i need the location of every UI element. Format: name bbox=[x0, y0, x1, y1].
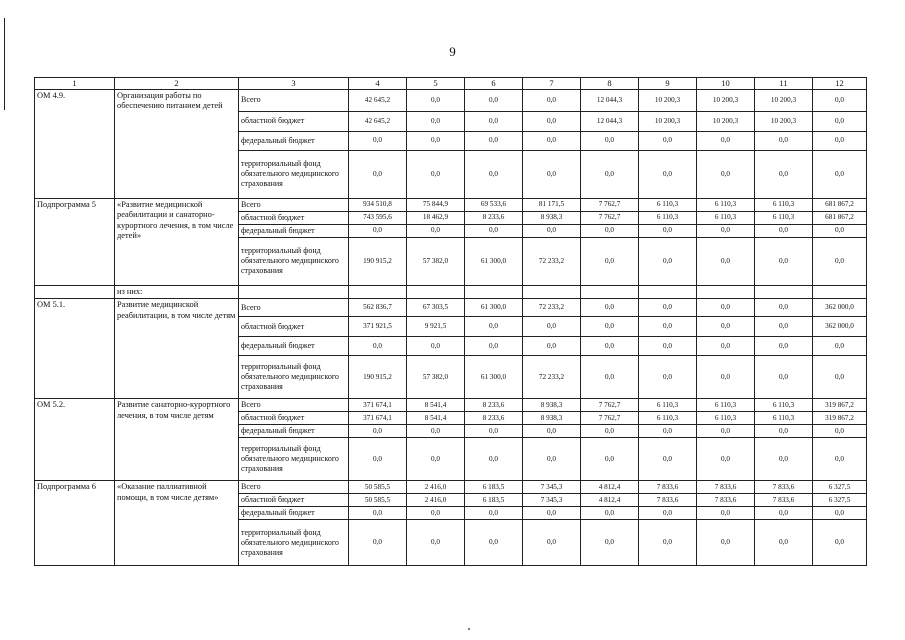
funding-source: территориальный фонд обязательного медицинского страхования bbox=[239, 356, 349, 399]
amount-cell: 0,0 bbox=[639, 520, 697, 566]
amount-cell: 319 867,2 bbox=[813, 399, 867, 412]
amount-cell: 7 762,7 bbox=[581, 399, 639, 412]
column-header: 11 bbox=[755, 78, 813, 90]
amount-cell: 0,0 bbox=[813, 131, 867, 150]
table-row bbox=[35, 198, 867, 211]
table-row bbox=[35, 299, 867, 317]
amount-cell: 0,0 bbox=[581, 299, 639, 317]
amount-cell: 0,0 bbox=[349, 337, 407, 356]
amount-cell: 0,0 bbox=[697, 224, 755, 237]
amount-cell: 0,0 bbox=[407, 131, 465, 150]
amount-cell: 0,0 bbox=[349, 224, 407, 237]
program-name: «Оказание паллиативной помощи, в том числе детям» bbox=[115, 481, 239, 566]
amount-cell: 319 867,2 bbox=[813, 412, 867, 425]
funding-source: территориальный фонд обязательного медицинского страхования bbox=[239, 520, 349, 566]
amount-cell: 50 585,5 bbox=[349, 481, 407, 494]
amount-cell: 0,0 bbox=[581, 237, 639, 285]
amount-cell: 0,0 bbox=[755, 131, 813, 150]
amount-cell: 0,0 bbox=[523, 131, 581, 150]
amount-cell: 8 233,6 bbox=[465, 412, 523, 425]
amount-cell: 0,0 bbox=[581, 131, 639, 150]
amount-cell: 0,0 bbox=[407, 520, 465, 566]
amount-cell: 0,0 bbox=[813, 150, 867, 198]
amount-cell: 61 300,0 bbox=[465, 356, 523, 399]
amount-cell: 7 833,6 bbox=[639, 494, 697, 507]
funding-source: территориальный фонд обязательного медицинского страхования bbox=[239, 237, 349, 285]
funding-source: Всего bbox=[239, 198, 349, 211]
column-header: 6 bbox=[465, 78, 523, 90]
amount-cell: 0,0 bbox=[755, 224, 813, 237]
amount-cell: 0,0 bbox=[813, 356, 867, 399]
amount-cell: 8 938,3 bbox=[523, 211, 581, 224]
amount-cell: 0,0 bbox=[465, 89, 523, 111]
funding-source: Всего bbox=[239, 481, 349, 494]
amount-cell: 7 833,6 bbox=[639, 481, 697, 494]
amount-cell: 0,0 bbox=[755, 356, 813, 399]
amount-cell: 0,0 bbox=[581, 224, 639, 237]
amount-cell: 0,0 bbox=[697, 150, 755, 198]
funding-source: областной бюджет bbox=[239, 111, 349, 131]
amount-cell: 0,0 bbox=[465, 438, 523, 481]
amount-cell: 7 762,7 bbox=[581, 198, 639, 211]
amount-cell: 0,0 bbox=[813, 337, 867, 356]
amount-cell: 0,0 bbox=[639, 131, 697, 150]
amount-cell: 7 345,3 bbox=[523, 494, 581, 507]
funding-source: федеральный бюджет bbox=[239, 507, 349, 520]
amount-cell: 371 674,1 bbox=[349, 412, 407, 425]
funding-source: Всего bbox=[239, 399, 349, 412]
amount-cell: 0,0 bbox=[697, 337, 755, 356]
amount-cell: 0,0 bbox=[465, 507, 523, 520]
funding-source: Всего bbox=[239, 89, 349, 111]
amount-cell: 10 200,3 bbox=[639, 111, 697, 131]
amount-cell: 0,0 bbox=[523, 520, 581, 566]
column-header: 12 bbox=[813, 78, 867, 90]
amount-cell: 0,0 bbox=[697, 237, 755, 285]
program-code: ОМ 4.9. bbox=[35, 89, 115, 198]
amount-cell: 6 110,3 bbox=[697, 399, 755, 412]
amount-cell: 0,0 bbox=[813, 89, 867, 111]
amount-cell: 0,0 bbox=[639, 507, 697, 520]
amount-cell: 42 645,2 bbox=[349, 111, 407, 131]
header-row bbox=[35, 78, 867, 90]
amount-cell: 0,0 bbox=[465, 425, 523, 438]
program-name: Организация работы по обеспечению питанием детей bbox=[115, 89, 239, 198]
amount-cell: 0,0 bbox=[581, 150, 639, 198]
amount-cell: 190 915,2 bbox=[349, 237, 407, 285]
amount-cell: 0,0 bbox=[697, 317, 755, 337]
amount-cell: 0,0 bbox=[523, 425, 581, 438]
amount-cell: 0,0 bbox=[755, 150, 813, 198]
amount-cell: 0,0 bbox=[407, 425, 465, 438]
amount-cell: 6 110,3 bbox=[697, 412, 755, 425]
amount-cell: 8 541,4 bbox=[407, 399, 465, 412]
amount-cell: 0,0 bbox=[349, 507, 407, 520]
amount-cell: 0,0 bbox=[523, 337, 581, 356]
amount-cell: 0,0 bbox=[349, 131, 407, 150]
amount-cell: 0,0 bbox=[523, 111, 581, 131]
amount-cell: 0,0 bbox=[349, 425, 407, 438]
amount-cell: 10 200,3 bbox=[697, 89, 755, 111]
amount-cell: 7 833,6 bbox=[697, 481, 755, 494]
program-code: Подпрограмма 5 bbox=[35, 198, 115, 285]
amount-cell: 6 110,3 bbox=[755, 412, 813, 425]
amount-cell: 50 585,5 bbox=[349, 494, 407, 507]
amount-cell: 0,0 bbox=[639, 425, 697, 438]
column-header: 4 bbox=[349, 78, 407, 90]
amount-cell: 72 233,2 bbox=[523, 237, 581, 285]
amount-cell: 0,0 bbox=[407, 438, 465, 481]
amount-cell: 7 833,6 bbox=[755, 481, 813, 494]
amount-cell: 4 812,4 bbox=[581, 494, 639, 507]
amount-cell: 0,0 bbox=[813, 438, 867, 481]
program-code: ОМ 5.1. bbox=[35, 299, 115, 399]
amount-cell: 0,0 bbox=[465, 224, 523, 237]
amount-cell: 6 110,3 bbox=[697, 198, 755, 211]
amount-cell: 0,0 bbox=[349, 520, 407, 566]
amount-cell: 0,0 bbox=[755, 425, 813, 438]
amount-cell: 10 200,3 bbox=[639, 89, 697, 111]
funding-source: областной бюджет bbox=[239, 412, 349, 425]
amount-cell: 8 938,3 bbox=[523, 412, 581, 425]
amount-cell: 0,0 bbox=[639, 237, 697, 285]
amount-cell: 0,0 bbox=[465, 111, 523, 131]
amount-cell: 18 462,9 bbox=[407, 211, 465, 224]
amount-cell: 0,0 bbox=[581, 507, 639, 520]
column-header: 10 bbox=[697, 78, 755, 90]
amount-cell: 0,0 bbox=[755, 299, 813, 317]
amount-cell: 0,0 bbox=[639, 150, 697, 198]
amount-cell: 0,0 bbox=[523, 507, 581, 520]
amount-cell: 0,0 bbox=[639, 337, 697, 356]
funding-source: федеральный бюджет bbox=[239, 337, 349, 356]
amount-cell: 61 300,0 bbox=[465, 299, 523, 317]
amount-cell: 371 674,1 bbox=[349, 399, 407, 412]
amount-cell: 6 110,3 bbox=[755, 399, 813, 412]
amount-cell: 0,0 bbox=[755, 520, 813, 566]
amount-cell: 6 110,3 bbox=[755, 211, 813, 224]
program-name: Развитие санаторно-курортного лечения, в том числе детям bbox=[115, 399, 239, 481]
column-header: 3 bbox=[239, 78, 349, 90]
amount-cell: 934 510,8 bbox=[349, 198, 407, 211]
amount-cell: 6 110,3 bbox=[697, 211, 755, 224]
amount-cell: 0,0 bbox=[523, 150, 581, 198]
amount-cell: 2 416,0 bbox=[407, 481, 465, 494]
funding-source: федеральный бюджет bbox=[239, 224, 349, 237]
table-row bbox=[35, 89, 867, 111]
amount-cell: 362 000,0 bbox=[813, 317, 867, 337]
amount-cell: 6 110,3 bbox=[755, 198, 813, 211]
amount-cell: 0,0 bbox=[639, 317, 697, 337]
amount-cell: 0,0 bbox=[697, 299, 755, 317]
amount-cell: 8 233,6 bbox=[465, 399, 523, 412]
amount-cell: 7 833,6 bbox=[697, 494, 755, 507]
program-code: ОМ 5.2. bbox=[35, 399, 115, 481]
funding-source: областной бюджет bbox=[239, 211, 349, 224]
amount-cell: 0,0 bbox=[523, 438, 581, 481]
program-name: «Развитие медицинской реабилитации и санаторно-курортного лечения, в том числе детей» bbox=[115, 198, 239, 285]
funding-source: территориальный фонд обязательного медицинского страхования bbox=[239, 438, 349, 481]
column-header: 5 bbox=[407, 78, 465, 90]
column-header: 8 bbox=[581, 78, 639, 90]
amount-cell: 10 200,3 bbox=[755, 89, 813, 111]
amount-cell: 0,0 bbox=[639, 438, 697, 481]
page-mark bbox=[468, 628, 470, 630]
amount-cell: 0,0 bbox=[349, 150, 407, 198]
column-header: 1 bbox=[35, 78, 115, 90]
amount-cell: 6 327,5 bbox=[813, 481, 867, 494]
amount-cell: 72 233,2 bbox=[523, 356, 581, 399]
amount-cell: 0,0 bbox=[755, 438, 813, 481]
amount-cell: 0,0 bbox=[523, 317, 581, 337]
funding-source: областной бюджет bbox=[239, 317, 349, 337]
amount-cell: 8 938,3 bbox=[523, 399, 581, 412]
page-number: 9 bbox=[449, 44, 456, 59]
program-code: Подпрограмма 6 bbox=[35, 481, 115, 566]
margin-rule bbox=[4, 18, 5, 110]
amount-cell: 75 844,9 bbox=[407, 198, 465, 211]
amount-cell: 7 833,6 bbox=[755, 494, 813, 507]
amount-cell: 0,0 bbox=[349, 438, 407, 481]
amount-cell: 0,0 bbox=[755, 237, 813, 285]
column-header: 2 bbox=[115, 78, 239, 90]
amount-cell: 6 183,5 bbox=[465, 494, 523, 507]
note-row bbox=[35, 285, 867, 299]
amount-cell: 0,0 bbox=[813, 111, 867, 131]
amount-cell: 61 300,0 bbox=[465, 237, 523, 285]
amount-cell: 0,0 bbox=[813, 224, 867, 237]
amount-cell: 6 110,3 bbox=[639, 211, 697, 224]
amount-cell: 0,0 bbox=[407, 224, 465, 237]
amount-cell: 69 533,6 bbox=[465, 198, 523, 211]
amount-cell: 0,0 bbox=[581, 356, 639, 399]
amount-cell: 0,0 bbox=[697, 131, 755, 150]
amount-cell: 0,0 bbox=[755, 317, 813, 337]
amount-cell: 0,0 bbox=[813, 237, 867, 285]
column-header: 7 bbox=[523, 78, 581, 90]
amount-cell: 0,0 bbox=[465, 520, 523, 566]
amount-cell: 6 110,3 bbox=[639, 198, 697, 211]
amount-cell: 10 200,3 bbox=[697, 111, 755, 131]
amount-cell: 681 867,2 bbox=[813, 211, 867, 224]
amount-cell: 57 382,0 bbox=[407, 237, 465, 285]
table-row bbox=[35, 399, 867, 412]
amount-cell: 0,0 bbox=[581, 317, 639, 337]
note-text: из них: bbox=[115, 285, 239, 299]
amount-cell: 0,0 bbox=[581, 337, 639, 356]
amount-cell: 10 200,3 bbox=[755, 111, 813, 131]
program-name: Развитие медицинской реабилитации, в том числе детям bbox=[115, 299, 239, 399]
funding-source: Всего bbox=[239, 299, 349, 317]
amount-cell: 0,0 bbox=[581, 425, 639, 438]
amount-cell: 0,0 bbox=[697, 425, 755, 438]
amount-cell: 6 327,5 bbox=[813, 494, 867, 507]
funding-source: областной бюджет bbox=[239, 494, 349, 507]
amount-cell: 0,0 bbox=[755, 337, 813, 356]
amount-cell: 0,0 bbox=[755, 507, 813, 520]
amount-cell: 9 921,5 bbox=[407, 317, 465, 337]
amount-cell: 190 915,2 bbox=[349, 356, 407, 399]
budget-table bbox=[34, 77, 867, 566]
amount-cell: 0,0 bbox=[581, 520, 639, 566]
amount-cell: 0,0 bbox=[813, 425, 867, 438]
amount-cell: 0,0 bbox=[639, 299, 697, 317]
amount-cell: 362 000,0 bbox=[813, 299, 867, 317]
amount-cell: 0,0 bbox=[697, 438, 755, 481]
amount-cell: 42 645,2 bbox=[349, 89, 407, 111]
amount-cell: 0,0 bbox=[697, 520, 755, 566]
amount-cell: 81 171,5 bbox=[523, 198, 581, 211]
table-row bbox=[35, 481, 867, 494]
amount-cell: 743 595,6 bbox=[349, 211, 407, 224]
amount-cell: 0,0 bbox=[813, 507, 867, 520]
amount-cell: 0,0 bbox=[407, 150, 465, 198]
amount-cell: 57 382,0 bbox=[407, 356, 465, 399]
amount-cell: 0,0 bbox=[639, 356, 697, 399]
amount-cell: 72 233,2 bbox=[523, 299, 581, 317]
amount-cell: 0,0 bbox=[465, 131, 523, 150]
amount-cell: 12 044,3 bbox=[581, 111, 639, 131]
amount-cell: 371 921,5 bbox=[349, 317, 407, 337]
funding-source: территориальный фонд обязательного медицинского страхования bbox=[239, 150, 349, 198]
amount-cell: 8 233,6 bbox=[465, 211, 523, 224]
amount-cell: 0,0 bbox=[407, 111, 465, 131]
amount-cell: 4 812,4 bbox=[581, 481, 639, 494]
amount-cell: 0,0 bbox=[407, 89, 465, 111]
amount-cell: 0,0 bbox=[465, 317, 523, 337]
amount-cell: 0,0 bbox=[465, 150, 523, 198]
amount-cell: 6 183,5 bbox=[465, 481, 523, 494]
amount-cell: 6 110,3 bbox=[639, 399, 697, 412]
amount-cell: 681 867,2 bbox=[813, 198, 867, 211]
amount-cell: 6 110,3 bbox=[639, 412, 697, 425]
amount-cell: 8 541,4 bbox=[407, 412, 465, 425]
amount-cell: 7 345,3 bbox=[523, 481, 581, 494]
amount-cell: 0,0 bbox=[523, 89, 581, 111]
amount-cell: 0,0 bbox=[581, 438, 639, 481]
funding-source: федеральный бюджет bbox=[239, 131, 349, 150]
amount-cell: 0,0 bbox=[639, 224, 697, 237]
amount-cell: 67 303,5 bbox=[407, 299, 465, 317]
column-header: 9 bbox=[639, 78, 697, 90]
amount-cell: 0,0 bbox=[697, 356, 755, 399]
amount-cell: 562 836,7 bbox=[349, 299, 407, 317]
amount-cell: 0,0 bbox=[465, 337, 523, 356]
amount-cell: 7 762,7 bbox=[581, 412, 639, 425]
funding-source: федеральный бюджет bbox=[239, 425, 349, 438]
amount-cell: 0,0 bbox=[697, 507, 755, 520]
amount-cell: 7 762,7 bbox=[581, 211, 639, 224]
amount-cell: 2 416,0 bbox=[407, 494, 465, 507]
amount-cell: 12 044,3 bbox=[581, 89, 639, 111]
amount-cell: 0,0 bbox=[407, 337, 465, 356]
amount-cell: 0,0 bbox=[523, 224, 581, 237]
amount-cell: 0,0 bbox=[813, 520, 867, 566]
amount-cell: 0,0 bbox=[407, 507, 465, 520]
